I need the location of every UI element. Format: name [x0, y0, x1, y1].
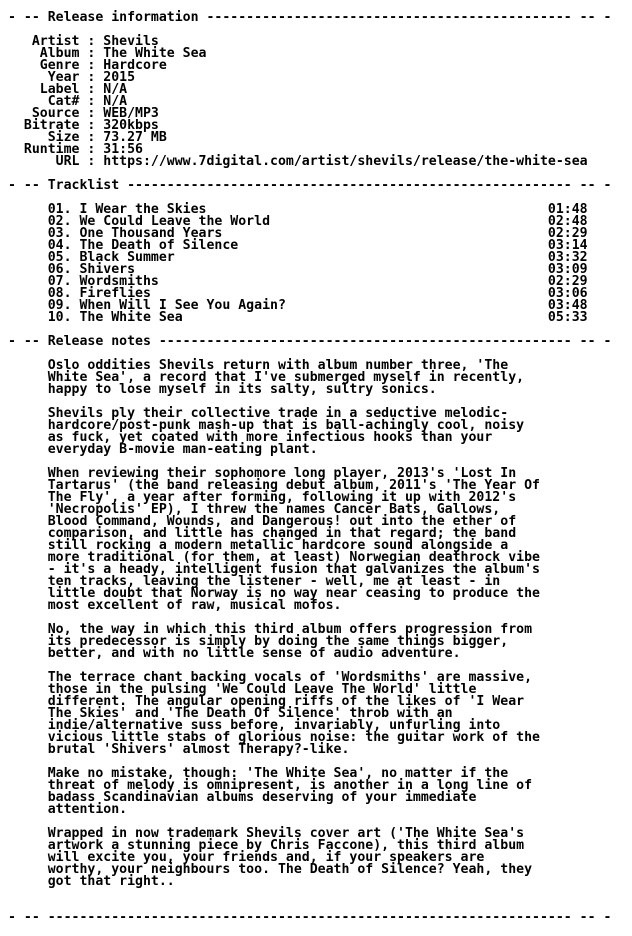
track-row: 10. The White Sea 05:33 — [8, 310, 588, 325]
release-notes-line: Oslo oddities Shevils return with album number three, 'The — [8, 358, 509, 373]
release-notes-line: artwork a stunning piece by Chris Faccone), this third album — [8, 838, 525, 853]
release-notes-line: better, and with no little sense of audio adventure. — [8, 646, 461, 661]
release-notes-line: attention. — [8, 802, 128, 817]
release-notes-line: Tartarus' (the band releasing debut album, 2011's 'The Year Of — [8, 478, 540, 493]
footer-rule: - -- ------------------------------------------------------------------ -- - — [8, 910, 612, 925]
release-info-album: Album : The White Sea — [8, 46, 207, 61]
track-row: 07. Wordsmiths 02:29 — [8, 274, 588, 289]
track-row: 08. Fireflies 03:06 — [8, 286, 588, 301]
release-info-runtime: Runtime : 31:56 — [8, 142, 143, 157]
release-notes-line: 'Necropolis' EP), I threw the names Cancer Bats, Gallows, — [8, 502, 501, 517]
release-notes-line: different. The angular opening riffs of the likes of 'I Wear — [8, 694, 525, 709]
release-notes-line: - it's a heady, intelligent fusion that galvanizes the album's — [8, 562, 540, 577]
track-row: 02. We Could Leave the World 02:48 — [8, 214, 588, 229]
release-notes-line: still rocking a modern metallic hardcore sound alongside a — [8, 538, 509, 553]
track-row: 04. The Death of Silence 03:14 — [8, 238, 588, 253]
release-notes-line: Blood Command, Wounds, and Dangerous! out into the ether of — [8, 514, 517, 529]
release-notes-line: got that right.. — [8, 874, 175, 889]
release-notes-header: - -- Release notes ---------------------------------------------------- -- - — [8, 334, 612, 349]
release-notes-line: Make no mistake, though: 'The White Sea', no matter if the — [8, 766, 509, 781]
release-info-bitrate: Bitrate : 320kbps — [8, 118, 159, 133]
release-notes-line: as fuck, yet coated with more infectious hooks than your — [8, 430, 493, 445]
release-notes-line: everyday B-movie man-eating plant. — [8, 442, 318, 457]
release-notes-line: The Fly', a year after forming, following it up with 2012's — [8, 490, 517, 505]
release-notes-line: comparison, and little has changed in that regard; the band — [8, 526, 517, 541]
tracklist-header: - -- Tracklist -------------------------------------------------------- -- - — [8, 178, 612, 193]
release-info-source: Source : WEB/MP3 — [8, 106, 159, 121]
release-notes-line: badass Scandinavian albums deserving of your immediate — [8, 790, 477, 805]
release-notes-line: When reviewing their sophomore long player, 2013's 'Lost In — [8, 466, 517, 481]
release-notes-line: ten tracks, leaving the listener - well, me at least - in — [8, 574, 501, 589]
release-info-url: URL : https://www.7digital.com/artist/shevils/release/the-white-sea — [8, 154, 588, 169]
release-notes-line: little doubt that Norway is no way near ceasing to produce the — [8, 586, 540, 601]
release-notes-line: its predecessor is simply by doing the same things bigger, — [8, 634, 509, 649]
release-notes-line: No, the way in which this third album offers progression from — [8, 622, 533, 637]
release-info-cat: Cat# : N/A — [8, 94, 128, 109]
release-notes-line: those in the pulsing 'We Could Leave The World' little — [8, 682, 477, 697]
release-notes-line: vicious little stabs of glorious noise: the guitar work of the — [8, 730, 540, 745]
track-row: 09. When Will I See You Again? 03:48 — [8, 298, 588, 313]
release-notes-line: The Skies' and 'The Death Of Silence' throb with an — [8, 706, 453, 721]
release-notes-line: brutal 'Shivers' almost Therapy?-like. — [8, 742, 350, 757]
release-notes-line: The terrace chant backing vocals of 'Wordsmiths' are massive, — [8, 670, 533, 685]
release-notes-line: happy to lose myself in its salty, sultry sonics. — [8, 382, 437, 397]
release-notes-line: will excite you, your friends and, if your speakers are — [8, 850, 485, 865]
release-info-year: Year : 2015 — [8, 70, 136, 85]
release-notes-line: threat of melody is omnipresent, is another in a long line of — [8, 778, 533, 793]
release-notes-line: hardcore/post-punk mash-up that is ball-achingly cool, noisy — [8, 418, 525, 433]
release-notes-line: Wrapped in now trademark Shevils cover art ('The White Sea's — [8, 826, 525, 841]
track-row: 01. I Wear the Skies 01:48 — [8, 202, 588, 217]
release-info-artist: Artist : Shevils — [8, 34, 159, 49]
release-notes-line: Shevils ply their collective trade in a seductive melodic- — [8, 406, 509, 421]
release-notes-line: most excellent of raw, musical mofos. — [8, 598, 342, 613]
release-info-genre: Genre : Hardcore — [8, 58, 167, 73]
release-info-label: Label : N/A — [8, 82, 128, 97]
release-notes-line: more traditional (for them, at least) Norwegian deathrock vibe — [8, 550, 540, 565]
track-row: 05. Black Summer 03:32 — [8, 250, 588, 265]
release-information-header: - -- Release information ---------------------------------------------- -- - — [8, 10, 612, 25]
release-notes-line: White Sea', a record that I've submerged myself in recently, — [8, 370, 525, 385]
release-notes-line: indie/alternative suss before, invariably, unfurling into — [8, 718, 501, 733]
release-notes-line: worthy, your neighbours too. The Death of Silence? Yeah, they — [8, 862, 533, 877]
release-info-size: Size : 73.27 MB — [8, 130, 167, 145]
track-row: 03. One Thousand Years 02:29 — [8, 226, 588, 241]
track-row: 06. Shivers 03:09 — [8, 262, 588, 277]
